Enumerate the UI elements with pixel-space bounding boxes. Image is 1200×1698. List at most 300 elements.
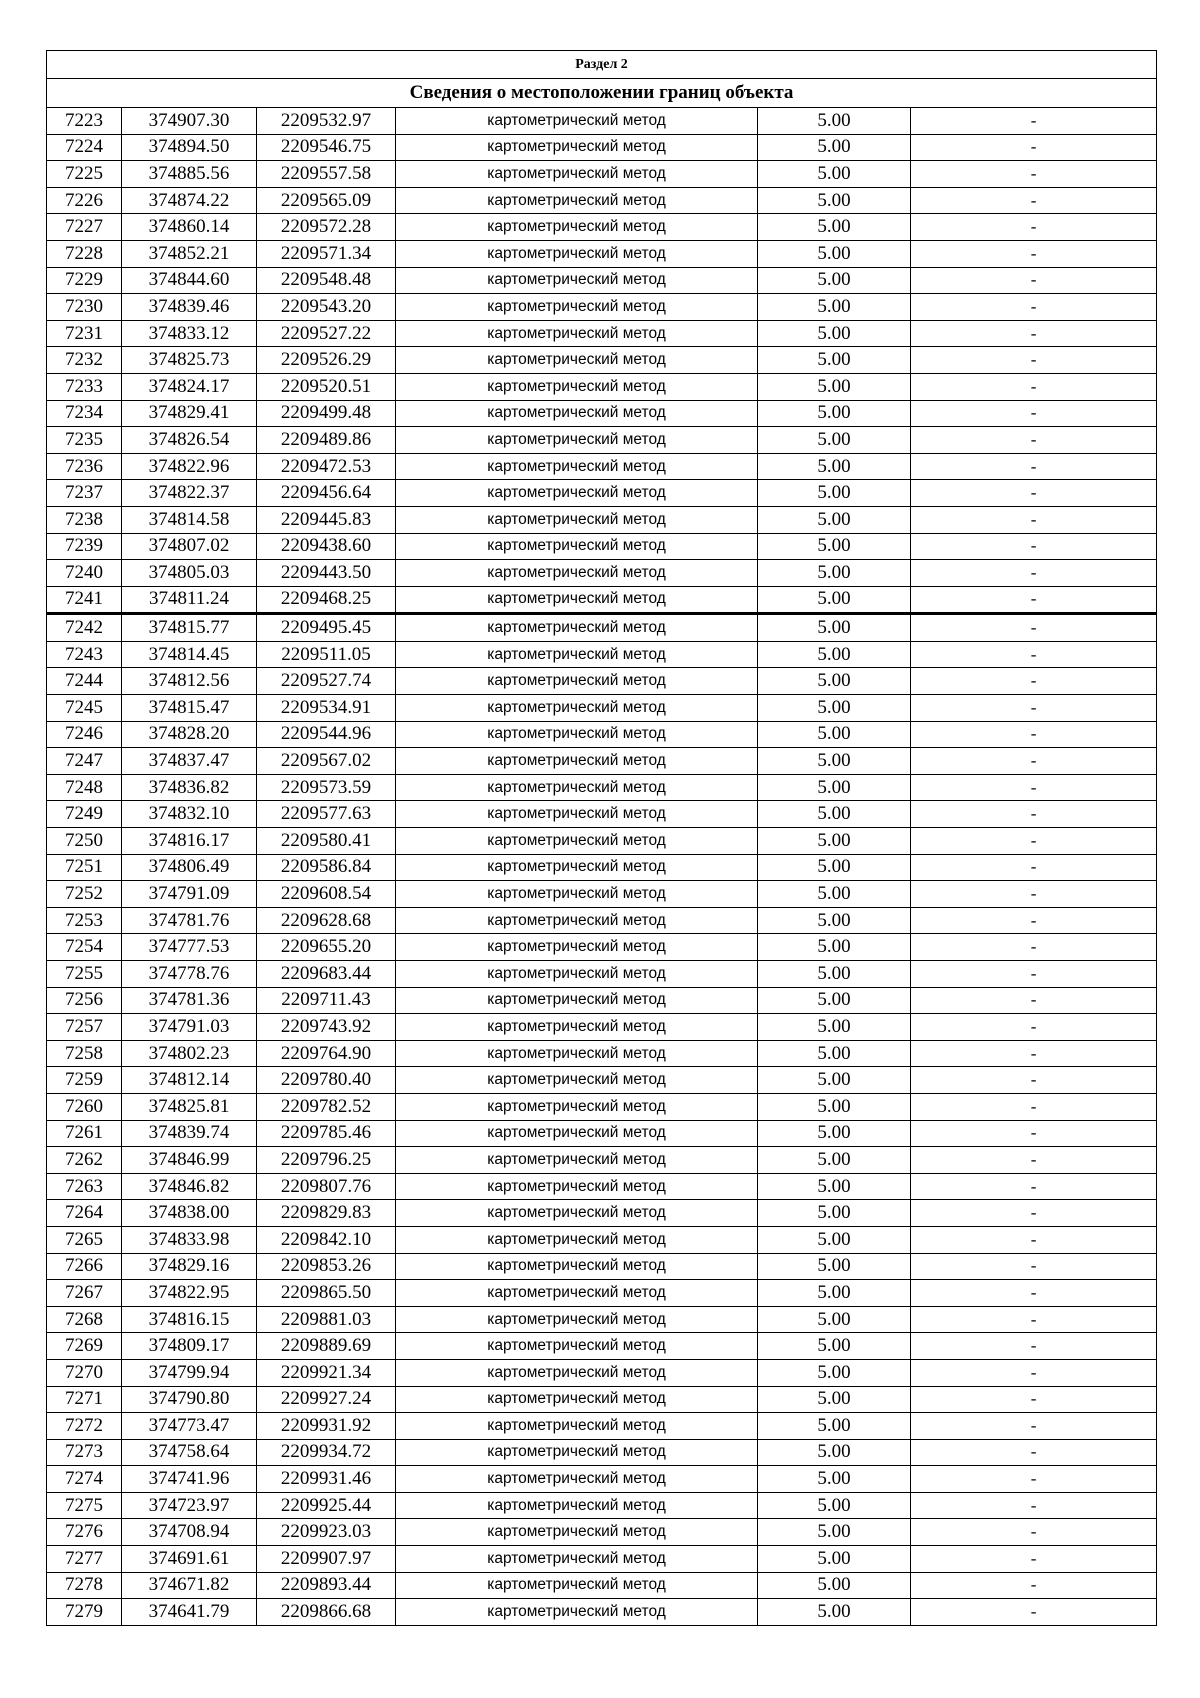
note-cell: - — [911, 586, 1157, 614]
note-cell: - — [911, 721, 1157, 748]
table-row — [47, 721, 1157, 748]
note-cell: - — [911, 187, 1157, 214]
method-cell: картометрический метод — [396, 187, 758, 214]
x-coordinate-cell: 374836.82 — [122, 774, 257, 801]
method-cell: картометрический метод — [396, 214, 758, 241]
y-coordinate-cell: 2209571.34 — [257, 240, 396, 267]
note-cell: - — [911, 1014, 1157, 1041]
method-cell: картометрический метод — [396, 668, 758, 695]
y-coordinate-cell: 2209796.25 — [257, 1147, 396, 1174]
table-caption: Сведения о местоположении границ объекта — [47, 79, 1157, 108]
accuracy-cell: 5.00 — [758, 1359, 911, 1386]
table-row — [47, 961, 1157, 988]
accuracy-cell: 5.00 — [758, 480, 911, 507]
method-cell: картометрический метод — [396, 1413, 758, 1440]
method-cell: картометрический метод — [396, 641, 758, 668]
y-coordinate-cell: 2209544.96 — [257, 721, 396, 748]
point-number-cell: 7258 — [47, 1040, 122, 1067]
x-coordinate-cell: 374691.61 — [122, 1546, 257, 1573]
method-cell: картометрический метод — [396, 320, 758, 347]
note-cell: - — [911, 1546, 1157, 1573]
y-coordinate-cell: 2209780.40 — [257, 1067, 396, 1094]
point-number-cell: 7277 — [47, 1546, 122, 1573]
y-coordinate-cell: 2209655.20 — [257, 934, 396, 961]
y-coordinate-cell: 2209764.90 — [257, 1040, 396, 1067]
note-cell: - — [911, 453, 1157, 480]
point-number-cell: 7243 — [47, 641, 122, 668]
method-cell: картометрический метод — [396, 987, 758, 1014]
method-cell: картометрический метод — [396, 294, 758, 321]
method-cell: картометрический метод — [396, 774, 758, 801]
note-cell: - — [911, 881, 1157, 908]
x-coordinate-cell: 374809.17 — [122, 1333, 257, 1360]
y-coordinate-cell: 2209532.97 — [257, 108, 396, 135]
y-coordinate-cell: 2209927.24 — [257, 1386, 396, 1413]
note-cell: - — [911, 108, 1157, 135]
method-cell: картометрический метод — [396, 1120, 758, 1147]
note-cell: - — [911, 774, 1157, 801]
table-row — [47, 1492, 1157, 1519]
table-row — [47, 801, 1157, 828]
note-cell: - — [911, 294, 1157, 321]
table-row — [47, 668, 1157, 695]
note-cell: - — [911, 400, 1157, 427]
y-coordinate-cell: 2209893.44 — [257, 1572, 396, 1599]
point-number-cell: 7259 — [47, 1067, 122, 1094]
y-coordinate-cell: 2209499.48 — [257, 400, 396, 427]
table-row — [47, 1466, 1157, 1493]
accuracy-cell: 5.00 — [758, 1492, 911, 1519]
table-row — [47, 907, 1157, 934]
point-number-cell: 7255 — [47, 961, 122, 988]
table-row — [47, 774, 1157, 801]
accuracy-cell: 5.00 — [758, 641, 911, 668]
note-cell: - — [911, 560, 1157, 587]
note-cell: - — [911, 533, 1157, 560]
note-cell: - — [911, 1439, 1157, 1466]
table-row — [47, 560, 1157, 587]
note-cell: - — [911, 1572, 1157, 1599]
point-number-cell: 7231 — [47, 320, 122, 347]
point-number-cell: 7265 — [47, 1226, 122, 1253]
method-cell: картометрический метод — [396, 721, 758, 748]
x-coordinate-cell: 374806.49 — [122, 854, 257, 881]
method-cell: картометрический метод — [396, 427, 758, 454]
point-number-cell: 7253 — [47, 907, 122, 934]
accuracy-cell: 5.00 — [758, 828, 911, 855]
note-cell: - — [911, 987, 1157, 1014]
x-coordinate-cell: 374822.37 — [122, 480, 257, 507]
x-coordinate-cell: 374812.14 — [122, 1067, 257, 1094]
accuracy-cell: 5.00 — [758, 1040, 911, 1067]
point-number-cell: 7268 — [47, 1306, 122, 1333]
x-coordinate-cell: 374852.21 — [122, 240, 257, 267]
table-row — [47, 187, 1157, 214]
accuracy-cell: 5.00 — [758, 721, 911, 748]
note-cell: - — [911, 161, 1157, 188]
accuracy-cell: 5.00 — [758, 1413, 911, 1440]
y-coordinate-cell: 2209925.44 — [257, 1492, 396, 1519]
method-cell: картометрический метод — [396, 1173, 758, 1200]
accuracy-cell: 5.00 — [758, 560, 911, 587]
point-number-cell: 7238 — [47, 506, 122, 533]
method-cell: картометрический метод — [396, 1572, 758, 1599]
method-cell: картометрический метод — [396, 854, 758, 881]
point-number-cell: 7236 — [47, 453, 122, 480]
x-coordinate-cell: 374723.97 — [122, 1492, 257, 1519]
accuracy-cell: 5.00 — [758, 1280, 911, 1307]
method-cell: картометрический метод — [396, 934, 758, 961]
note-cell: - — [911, 1173, 1157, 1200]
table-row — [47, 1067, 1157, 1094]
table-row — [47, 267, 1157, 294]
accuracy-cell: 5.00 — [758, 134, 911, 161]
method-cell: картометрический метод — [396, 881, 758, 908]
table-body — [47, 108, 1157, 1626]
x-coordinate-cell: 374839.46 — [122, 294, 257, 321]
accuracy-cell: 5.00 — [758, 774, 911, 801]
method-cell: картометрический метод — [396, 1386, 758, 1413]
point-number-cell: 7279 — [47, 1599, 122, 1626]
table-row — [47, 214, 1157, 241]
y-coordinate-cell: 2209881.03 — [257, 1306, 396, 1333]
note-cell: - — [911, 267, 1157, 294]
accuracy-cell: 5.00 — [758, 267, 911, 294]
note-cell: - — [911, 1147, 1157, 1174]
table-row — [47, 1253, 1157, 1280]
accuracy-cell: 5.00 — [758, 854, 911, 881]
x-coordinate-cell: 374907.30 — [122, 108, 257, 135]
accuracy-cell: 5.00 — [758, 586, 911, 614]
y-coordinate-cell: 2209931.46 — [257, 1466, 396, 1493]
x-coordinate-cell: 374777.53 — [122, 934, 257, 961]
note-cell: - — [911, 801, 1157, 828]
note-cell: - — [911, 695, 1157, 722]
accuracy-cell: 5.00 — [758, 294, 911, 321]
method-cell: картометрический метод — [396, 560, 758, 587]
table-row — [47, 1599, 1157, 1626]
accuracy-cell: 5.00 — [758, 187, 911, 214]
method-cell: картометрический метод — [396, 400, 758, 427]
point-number-cell: 7232 — [47, 347, 122, 374]
accuracy-cell: 5.00 — [758, 907, 911, 934]
y-coordinate-cell: 2209782.52 — [257, 1093, 396, 1120]
method-cell: картометрический метод — [396, 1519, 758, 1546]
method-cell: картометрический метод — [396, 347, 758, 374]
x-coordinate-cell: 374781.36 — [122, 987, 257, 1014]
accuracy-cell: 5.00 — [758, 668, 911, 695]
method-cell: картометрический метод — [396, 1200, 758, 1227]
accuracy-cell: 5.00 — [758, 614, 911, 642]
x-coordinate-cell: 374641.79 — [122, 1599, 257, 1626]
point-number-cell: 7241 — [47, 586, 122, 614]
accuracy-cell: 5.00 — [758, 373, 911, 400]
x-coordinate-cell: 374839.74 — [122, 1120, 257, 1147]
x-coordinate-cell: 374832.10 — [122, 801, 257, 828]
method-cell: картометрический метод — [396, 134, 758, 161]
y-coordinate-cell: 2209456.64 — [257, 480, 396, 507]
point-number-cell: 7242 — [47, 614, 122, 642]
method-cell: картометрический метод — [396, 961, 758, 988]
point-number-cell: 7230 — [47, 294, 122, 321]
y-coordinate-cell: 2209577.63 — [257, 801, 396, 828]
note-cell: - — [911, 854, 1157, 881]
x-coordinate-cell: 374805.03 — [122, 560, 257, 587]
method-cell: картометрический метод — [396, 1040, 758, 1067]
note-cell: - — [911, 1492, 1157, 1519]
method-cell: картометрический метод — [396, 506, 758, 533]
y-coordinate-cell: 2209889.69 — [257, 1333, 396, 1360]
table-row — [47, 453, 1157, 480]
method-cell: картометрический метод — [396, 1546, 758, 1573]
point-number-cell: 7254 — [47, 934, 122, 961]
x-coordinate-cell: 374837.47 — [122, 748, 257, 775]
table-row — [47, 934, 1157, 961]
method-cell: картометрический метод — [396, 453, 758, 480]
table-row — [47, 748, 1157, 775]
note-cell: - — [911, 614, 1157, 642]
point-number-cell: 7276 — [47, 1519, 122, 1546]
note-cell: - — [911, 347, 1157, 374]
point-number-cell: 7278 — [47, 1572, 122, 1599]
point-number-cell: 7260 — [47, 1093, 122, 1120]
accuracy-cell: 5.00 — [758, 1519, 911, 1546]
method-cell: картометрический метод — [396, 533, 758, 560]
x-coordinate-cell: 374874.22 — [122, 187, 257, 214]
y-coordinate-cell: 2209472.53 — [257, 453, 396, 480]
x-coordinate-cell: 374773.47 — [122, 1413, 257, 1440]
table-row — [47, 1147, 1157, 1174]
y-coordinate-cell: 2209785.46 — [257, 1120, 396, 1147]
x-coordinate-cell: 374799.94 — [122, 1359, 257, 1386]
table-row — [47, 1120, 1157, 1147]
x-coordinate-cell: 374708.94 — [122, 1519, 257, 1546]
accuracy-cell: 5.00 — [758, 748, 911, 775]
y-coordinate-cell: 2209511.05 — [257, 641, 396, 668]
note-cell: - — [911, 748, 1157, 775]
x-coordinate-cell: 374833.12 — [122, 320, 257, 347]
accuracy-cell: 5.00 — [758, 453, 911, 480]
table-row — [47, 854, 1157, 881]
table-row — [47, 881, 1157, 908]
point-number-cell: 7246 — [47, 721, 122, 748]
point-number-cell: 7263 — [47, 1173, 122, 1200]
y-coordinate-cell: 2209866.68 — [257, 1599, 396, 1626]
method-cell: картометрический метод — [396, 1306, 758, 1333]
point-number-cell: 7249 — [47, 801, 122, 828]
method-cell: картометрический метод — [396, 373, 758, 400]
accuracy-cell: 5.00 — [758, 108, 911, 135]
method-cell: картометрический метод — [396, 161, 758, 188]
note-cell: - — [911, 1200, 1157, 1227]
y-coordinate-cell: 2209543.20 — [257, 294, 396, 321]
point-number-cell: 7223 — [47, 108, 122, 135]
table-row — [47, 161, 1157, 188]
accuracy-cell: 5.00 — [758, 961, 911, 988]
table-row — [47, 134, 1157, 161]
table-row — [47, 1359, 1157, 1386]
point-number-cell: 7272 — [47, 1413, 122, 1440]
accuracy-cell: 5.00 — [758, 695, 911, 722]
note-cell: - — [911, 961, 1157, 988]
x-coordinate-cell: 374829.41 — [122, 400, 257, 427]
x-coordinate-cell: 374778.76 — [122, 961, 257, 988]
point-number-cell: 7269 — [47, 1333, 122, 1360]
table-row — [47, 1226, 1157, 1253]
accuracy-cell: 5.00 — [758, 1147, 911, 1174]
table-row — [47, 400, 1157, 427]
section-title: Раздел 2 — [47, 51, 1157, 79]
note-cell: - — [911, 1067, 1157, 1094]
accuracy-cell: 5.00 — [758, 427, 911, 454]
method-cell: картометрический метод — [396, 1093, 758, 1120]
note-cell: - — [911, 641, 1157, 668]
note-cell: - — [911, 1599, 1157, 1626]
x-coordinate-cell: 374822.96 — [122, 453, 257, 480]
x-coordinate-cell: 374894.50 — [122, 134, 257, 161]
accuracy-cell: 5.00 — [758, 533, 911, 560]
x-coordinate-cell: 374846.99 — [122, 1147, 257, 1174]
table-row — [47, 108, 1157, 135]
point-number-cell: 7271 — [47, 1386, 122, 1413]
table-row — [47, 695, 1157, 722]
x-coordinate-cell: 374860.14 — [122, 214, 257, 241]
note-cell: - — [911, 1333, 1157, 1360]
point-number-cell: 7250 — [47, 828, 122, 855]
point-number-cell: 7261 — [47, 1120, 122, 1147]
accuracy-cell: 5.00 — [758, 1386, 911, 1413]
x-coordinate-cell: 374824.17 — [122, 373, 257, 400]
table-row — [47, 373, 1157, 400]
y-coordinate-cell: 2209608.54 — [257, 881, 396, 908]
note-cell: - — [911, 1466, 1157, 1493]
y-coordinate-cell: 2209495.45 — [257, 614, 396, 642]
y-coordinate-cell: 2209580.41 — [257, 828, 396, 855]
note-cell: - — [911, 1120, 1157, 1147]
x-coordinate-cell: 374825.81 — [122, 1093, 257, 1120]
x-coordinate-cell: 374815.47 — [122, 695, 257, 722]
table-row — [47, 294, 1157, 321]
x-coordinate-cell: 374812.56 — [122, 668, 257, 695]
table-row — [47, 1572, 1157, 1599]
x-coordinate-cell: 374826.54 — [122, 427, 257, 454]
point-number-cell: 7266 — [47, 1253, 122, 1280]
point-number-cell: 7244 — [47, 668, 122, 695]
x-coordinate-cell: 374846.82 — [122, 1173, 257, 1200]
method-cell: картометрический метод — [396, 1359, 758, 1386]
method-cell: картометрический метод — [396, 240, 758, 267]
x-coordinate-cell: 374815.77 — [122, 614, 257, 642]
x-coordinate-cell: 374814.58 — [122, 506, 257, 533]
y-coordinate-cell: 2209907.97 — [257, 1546, 396, 1573]
y-coordinate-cell: 2209842.10 — [257, 1226, 396, 1253]
table-row — [47, 1014, 1157, 1041]
accuracy-cell: 5.00 — [758, 161, 911, 188]
y-coordinate-cell: 2209628.68 — [257, 907, 396, 934]
note-cell: - — [911, 240, 1157, 267]
table-row — [47, 347, 1157, 374]
point-number-cell: 7274 — [47, 1466, 122, 1493]
x-coordinate-cell: 374822.95 — [122, 1280, 257, 1307]
accuracy-cell: 5.00 — [758, 1306, 911, 1333]
table-row — [47, 427, 1157, 454]
note-cell: - — [911, 427, 1157, 454]
table-row — [47, 506, 1157, 533]
accuracy-cell: 5.00 — [758, 1014, 911, 1041]
method-cell: картометрический метод — [396, 614, 758, 642]
method-cell: картометрический метод — [396, 695, 758, 722]
table-row — [47, 1200, 1157, 1227]
note-cell: - — [911, 668, 1157, 695]
accuracy-cell: 5.00 — [758, 320, 911, 347]
table-row — [47, 641, 1157, 668]
point-number-cell: 7270 — [47, 1359, 122, 1386]
y-coordinate-cell: 2209711.43 — [257, 987, 396, 1014]
table-row — [47, 1519, 1157, 1546]
method-cell: картометрический метод — [396, 1014, 758, 1041]
method-cell: картометрический метод — [396, 108, 758, 135]
point-number-cell: 7240 — [47, 560, 122, 587]
table-row — [47, 1173, 1157, 1200]
y-coordinate-cell: 2209567.02 — [257, 748, 396, 775]
point-number-cell: 7245 — [47, 695, 122, 722]
point-number-cell: 7233 — [47, 373, 122, 400]
accuracy-cell: 5.00 — [758, 214, 911, 241]
note-cell: - — [911, 828, 1157, 855]
y-coordinate-cell: 2209586.84 — [257, 854, 396, 881]
note-cell: - — [911, 1280, 1157, 1307]
y-coordinate-cell: 2209931.92 — [257, 1413, 396, 1440]
y-coordinate-cell: 2209438.60 — [257, 533, 396, 560]
x-coordinate-cell: 374844.60 — [122, 267, 257, 294]
accuracy-cell: 5.00 — [758, 987, 911, 1014]
accuracy-cell: 5.00 — [758, 506, 911, 533]
method-cell: картометрический метод — [396, 1466, 758, 1493]
x-coordinate-cell: 374829.16 — [122, 1253, 257, 1280]
x-coordinate-cell: 374833.98 — [122, 1226, 257, 1253]
table-row — [47, 320, 1157, 347]
method-cell: картометрический метод — [396, 1280, 758, 1307]
y-coordinate-cell: 2209853.26 — [257, 1253, 396, 1280]
y-coordinate-cell: 2209445.83 — [257, 506, 396, 533]
y-coordinate-cell: 2209921.34 — [257, 1359, 396, 1386]
table-row — [47, 1439, 1157, 1466]
x-coordinate-cell: 374758.64 — [122, 1439, 257, 1466]
point-number-cell: 7237 — [47, 480, 122, 507]
table-row — [47, 533, 1157, 560]
method-cell: картометрический метод — [396, 801, 758, 828]
note-cell: - — [911, 1306, 1157, 1333]
method-cell: картометрический метод — [396, 1147, 758, 1174]
accuracy-cell: 5.00 — [758, 934, 911, 961]
boundary-coordinates-table — [46, 50, 1157, 1626]
point-number-cell: 7262 — [47, 1147, 122, 1174]
table-row — [47, 586, 1157, 614]
note-cell: - — [911, 1093, 1157, 1120]
x-coordinate-cell: 374781.76 — [122, 907, 257, 934]
y-coordinate-cell: 2209572.28 — [257, 214, 396, 241]
note-cell: - — [911, 214, 1157, 241]
y-coordinate-cell: 2209468.25 — [257, 586, 396, 614]
accuracy-cell: 5.00 — [758, 881, 911, 908]
table-row — [47, 987, 1157, 1014]
note-cell: - — [911, 1359, 1157, 1386]
point-number-cell: 7247 — [47, 748, 122, 775]
x-coordinate-cell: 374791.09 — [122, 881, 257, 908]
table-row — [47, 828, 1157, 855]
y-coordinate-cell: 2209923.03 — [257, 1519, 396, 1546]
y-coordinate-cell: 2209829.83 — [257, 1200, 396, 1227]
